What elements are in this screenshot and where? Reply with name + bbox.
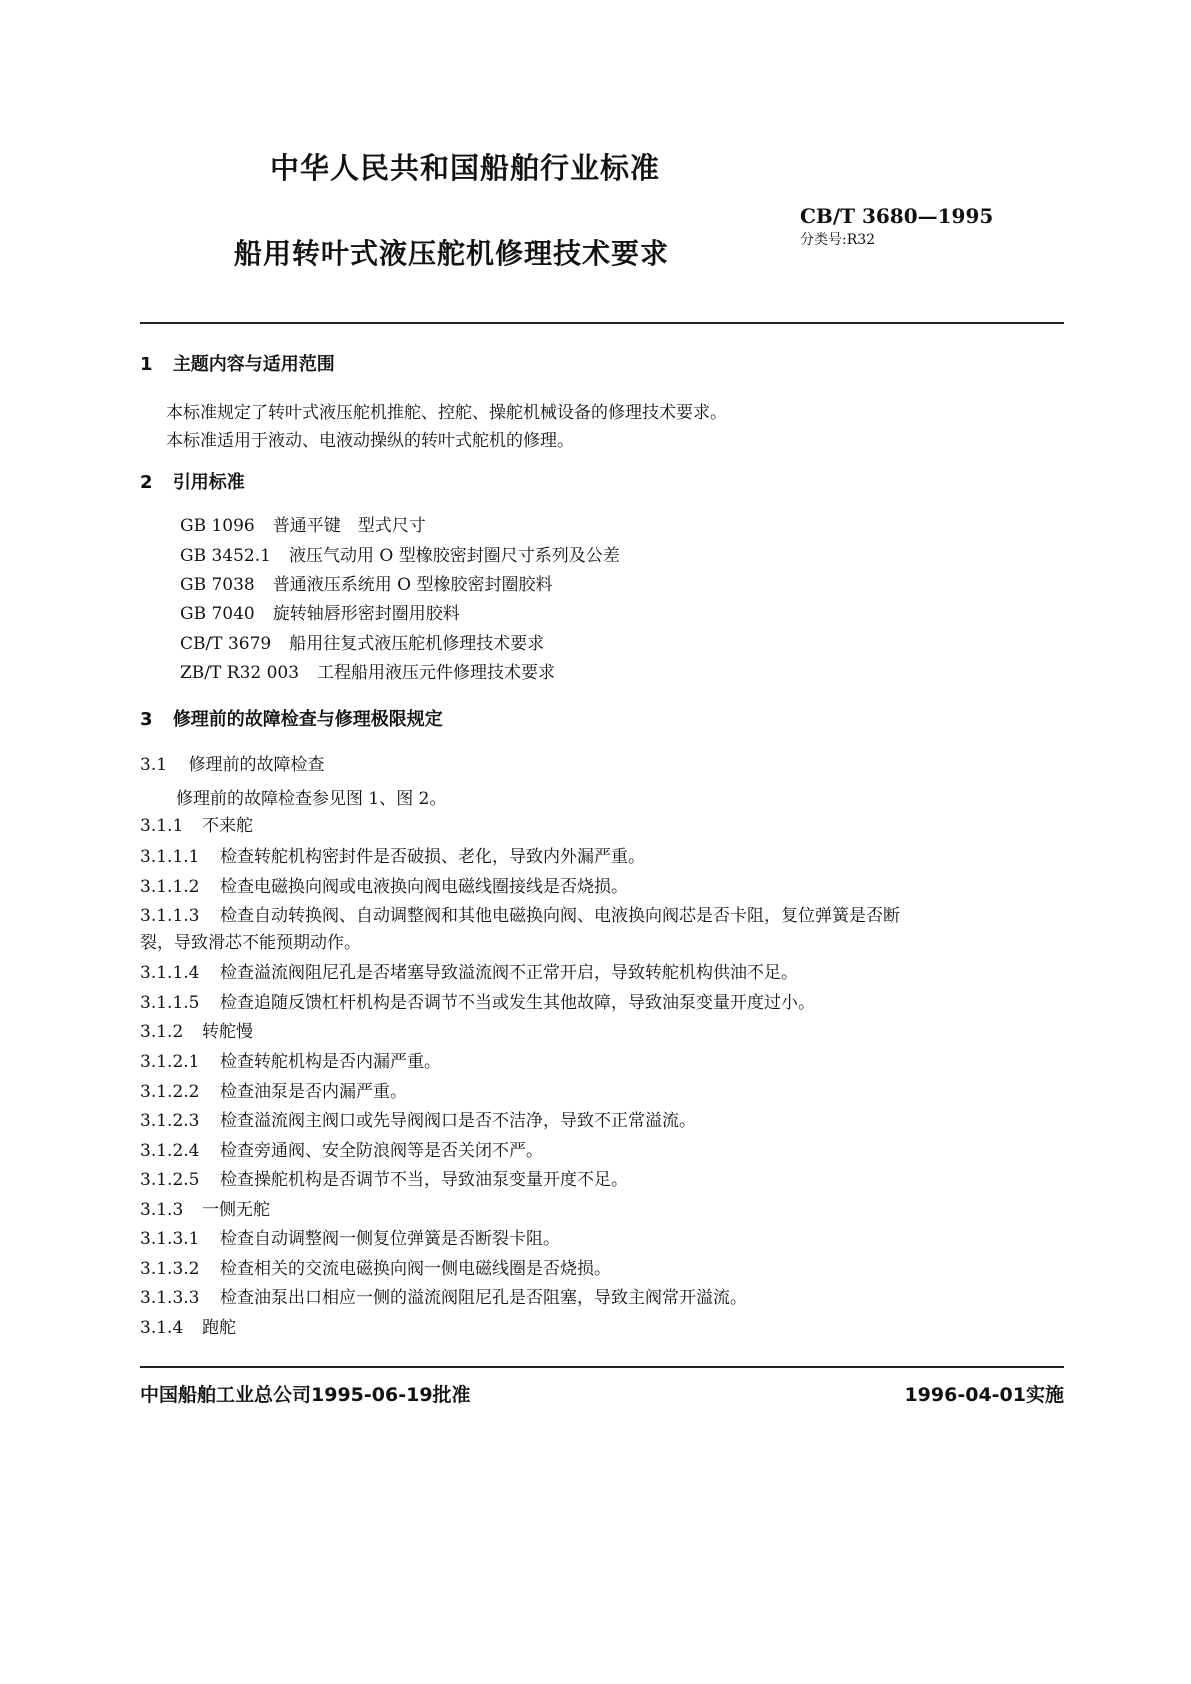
reference-code: ZB/T R32 003 [180, 663, 300, 683]
clause [140, 1257, 611, 1281]
clause-number: 3.1.1.1 [140, 847, 200, 867]
footer-divider [140, 1366, 1064, 1368]
clause-number: 3.1.3.2 [140, 1259, 200, 1279]
clause-text: 一侧无舵 [202, 1200, 270, 1220]
reference-name: 船用往复式液压舵机修理技术要求 [289, 634, 545, 654]
clause-number: 3.1.1.3 [140, 906, 200, 926]
clause [140, 1286, 747, 1310]
reference-item [180, 544, 620, 568]
clause-number: 3.1.3.1 [140, 1229, 200, 1249]
clause-number: 3.1.1.2 [140, 877, 200, 897]
reference-name: 工程船用液压元件修理技术要求 [317, 663, 556, 683]
clause-text: 检查相关的交流电磁换向阀一侧电磁线圈是否烧损。 [220, 1259, 611, 1279]
clause-text: 检查溢流阀主阀口或先导阀阀口是否不洁净，导致不正常溢流。 [220, 1111, 696, 1131]
reference-name: 旋转轴唇形密封圈用胶料 [272, 604, 460, 624]
effective-date: 1996-04-01实施 [904, 1384, 1064, 1406]
clause-number: 3.1.2.5 [140, 1170, 200, 1190]
org-standard-title: 中华人民共和国船舶行业标准 [270, 151, 661, 185]
reference-code: GB 1096 [180, 516, 255, 536]
clause [140, 1020, 253, 1044]
clause [140, 814, 253, 838]
clause [140, 1080, 407, 1104]
clause [140, 1109, 696, 1133]
section-title: 引用标准 [172, 472, 245, 493]
clause-number: 3.1.4 [140, 1318, 184, 1338]
clause-number: 3.1.1.5 [140, 993, 200, 1013]
clause [140, 1139, 543, 1163]
clause [140, 991, 815, 1015]
reference-item [180, 602, 460, 626]
clause-number: 3.1.2 [140, 1022, 184, 1042]
clause-text: 检查自动转换阀、自动调整阀和其他电磁换向阀、电液换向阀芯是否卡阻，复位弹簧是否断 [220, 906, 900, 926]
clause-text: 检查溢流阀阻尼孔是否堵塞导致溢流阀不正常开启，导致转舵机构供油不足。 [220, 963, 798, 983]
section-number: 2 [140, 472, 153, 493]
clause-text: 检查转舵机构密封件是否破损、老化，导致内外漏严重。 [220, 847, 645, 867]
clause [140, 875, 628, 899]
clause-number: 3.1.2.1 [140, 1052, 200, 1072]
paragraph: 本标准适用于液动、电液动操纵的转叶式舵机的修理。 [166, 431, 574, 451]
reference-item [180, 661, 555, 685]
section-number: 1 [140, 354, 153, 375]
reference-item [180, 573, 553, 597]
clause-number: 3.1.2.2 [140, 1082, 200, 1102]
clause-text: 检查电磁换向阀或电液换向阀电磁线圈接线是否烧损。 [220, 877, 628, 897]
reference-name: 普通液压系统用 O 型橡胶密封圈胶料 [272, 575, 553, 595]
section-number: 3 [140, 709, 153, 730]
clause-number: 3.1.2.3 [140, 1111, 200, 1131]
clause-number: 3.1.3 [140, 1200, 184, 1220]
clause [140, 961, 798, 985]
clause-text: 检查油泵出口相应一侧的溢流阀阻尼孔是否阻塞，导致主阀常开溢流。 [220, 1288, 747, 1308]
clause-text: 检查油泵是否内漏严重。 [220, 1082, 407, 1102]
reference-item [180, 632, 544, 656]
clause-text: 检查追随反馈杠杆机构是否调节不当或发生其他故障，导致油泵变量开度过小。 [220, 993, 815, 1013]
reference-code: GB 3452.1 [180, 546, 271, 566]
clause-text: 检查旁通阀、安全防浪阀等是否关闭不严。 [220, 1141, 543, 1161]
clause [140, 1168, 628, 1192]
clause-number: 3.1.1.4 [140, 963, 200, 983]
clause-number: 3.1.3.3 [140, 1288, 200, 1308]
clause-text: 转舵慢 [202, 1022, 253, 1042]
clause [140, 1050, 441, 1074]
section-1-heading [140, 353, 335, 377]
clause [140, 1198, 270, 1222]
approval-statement: 中国船舶工业总公司1995-06-19批准 [140, 1384, 471, 1406]
section-title: 修理前的故障检查与修理极限规定 [172, 709, 443, 730]
subsection-number: 3.1 [140, 755, 168, 775]
paragraph: 修理前的故障检查参见图 1、图 2。 [176, 789, 447, 809]
reference-code: CB/T 3679 [180, 634, 272, 654]
subsection-title: 修理前的故障检查 [188, 755, 325, 775]
section-title: 主题内容与适用范围 [172, 354, 335, 375]
reference-name: 普通平键 型式尺寸 [272, 516, 426, 536]
section-2-heading [140, 471, 245, 495]
clause-text: 跑舵 [202, 1318, 236, 1338]
clause-text: 裂，导致滑芯不能预期动作。 [140, 933, 361, 953]
reference-code: GB 7038 [180, 575, 255, 595]
clause [140, 845, 645, 869]
clause-text: 检查自动调整阀一侧复位弹簧是否断裂卡阻。 [220, 1229, 560, 1249]
classification-number: 分类号:R32 [800, 232, 876, 248]
reference-name: 液压气动用 O 型橡胶密封圈尺寸系列及公差 [288, 546, 620, 566]
section-3-heading [140, 708, 443, 732]
clause [140, 1316, 236, 1340]
header-divider [140, 322, 1064, 324]
clause-text: 检查转舵机构是否内漏严重。 [220, 1052, 441, 1072]
clause-continuation [140, 931, 361, 955]
clause [140, 1227, 560, 1251]
subsection-3-1-heading [140, 753, 324, 777]
clause-text: 不来舵 [202, 816, 253, 836]
document-title: 船用转叶式液压舵机修理技术要求 [234, 237, 670, 270]
clause-number: 3.1.2.4 [140, 1141, 200, 1161]
clause [140, 904, 900, 928]
reference-item [180, 514, 426, 538]
clause-text: 检查操舵机构是否调节不当，导致油泵变量开度不足。 [220, 1170, 628, 1190]
clause-number: 3.1.1 [140, 816, 184, 836]
standard-code: CB/T 3680—1995 [800, 204, 994, 228]
reference-code: GB 7040 [180, 604, 255, 624]
paragraph: 本标准规定了转叶式液压舵机推舵、控舵、操舵机械设备的修理技术要求。 [166, 403, 727, 423]
